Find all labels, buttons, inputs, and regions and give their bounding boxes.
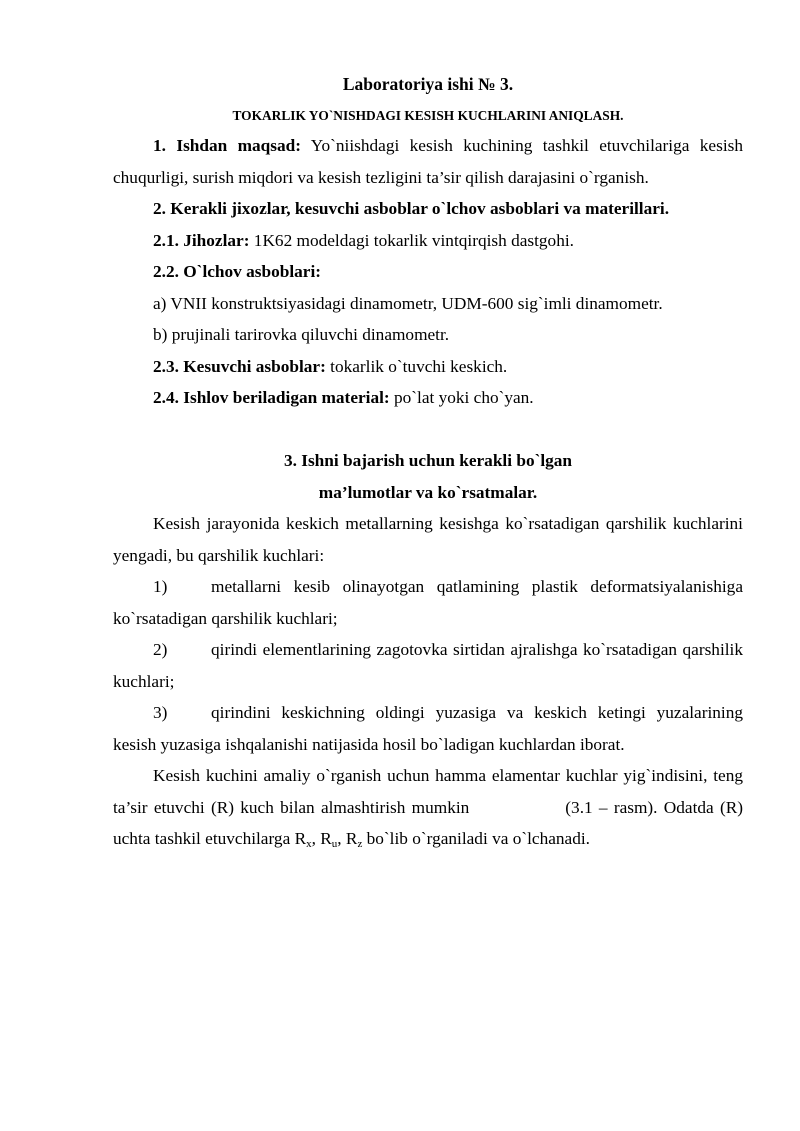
- final-part1: Kesish kuchini amaliy o`rganish uchun hamma elamentar kuchlar yig`indisini, teng ta’sir etuvchi (R) kuch bilan almashtirish mumkin: [113, 766, 743, 817]
- force-item-1: [113, 571, 743, 634]
- equipment-text: 1K62 modeldagi tokarlik vintqirqish dastgohi.: [249, 230, 574, 250]
- force-text-3: qirindini keskichning oldingi yuzasiga va keskich ketingi yuzalarining kesish yuzasiga ishqalanishi natijasida hosil bo`ladigan kuchlardan iborat.: [113, 703, 743, 754]
- equipment-line: [113, 225, 743, 257]
- ru-symbol: $R_u$: [320, 829, 338, 850]
- final-part3: bo`lib o`rganiladi va o`lchanadi.: [362, 829, 590, 848]
- tools-heading: 2. Kerakli jixozlar, kesuvchi asboblar o`lchov asboblari va materillari.: [153, 199, 670, 218]
- spacer: [113, 414, 743, 446]
- goal-label: 1. Ishdan maqsad:: [153, 136, 302, 155]
- measuring-item-b: b) prujinali tarirovka qiluvchi dinamometr.: [153, 325, 450, 344]
- section3-heading-line2: ma’lumotlar va ko`rsatmalar.: [318, 482, 538, 502]
- goal-paragraph: [113, 130, 743, 193]
- material-label: 2.4. Ishlov beriladigan material:: [153, 388, 390, 407]
- cutting-tools-label: 2.3. Kesuvchi asboblar:: [153, 356, 326, 376]
- force-item-2: [113, 634, 743, 697]
- material-line: [113, 382, 743, 414]
- intro-paragraph: Kesish jarayonida keskich metallarning kesishga ko`rsatadigan qarshilik kuchlarini yengadi, bu qarshilik kuchlari:: [113, 514, 743, 565]
- force-text-2: qirindi elementlarining zagotovka sirtidan ajralishga ko`rsatadigan qarshilik kuchlari;: [113, 640, 743, 691]
- final-part2: Odatda (R) uchta tashkil etuvchilarga: [113, 797, 743, 848]
- cutting-tools-line: [113, 351, 743, 383]
- page-title: Laboratoriya ishi № 3.: [342, 74, 514, 94]
- force-item-3: [113, 697, 743, 760]
- force-number-1: 1): [153, 577, 168, 596]
- measuring-heading: 2.2. O`lchov asboblari:: [153, 262, 322, 281]
- goal-text: Yo`niishdagi kesish kuchining tashkil etuvchilariga kesish chuqurligi, surish miqdori va kesish tezligini ta’sir qilish darajasini o`rganish.: [113, 136, 743, 187]
- rx-symbol: $R_x$: [294, 829, 312, 850]
- force-number-2: 2): [153, 640, 168, 659]
- measuring-item-a: a) VNII konstruktsiyasidagi dinamometr, UDM-600 sig`imli dinamometr.: [153, 293, 663, 313]
- equipment-label: 2.1. Jihozlar:: [153, 230, 250, 250]
- page-subtitle: TOKARLIK YO`NISHDAGI KESISH KUCHLARINI ANIQLASH.: [232, 108, 624, 123]
- force-number-3: 3): [153, 703, 168, 722]
- cutting-tools-text: tokarlik o`tuvchi keskich.: [325, 356, 508, 376]
- material-text: po`lat yoki cho`yan.: [389, 388, 534, 407]
- final-paragraph: Kesish kuchini amaliy o`rganish uchun hamma elamentar kuchlar yig`indisini, teng ta’sir etuvchi (R) kuch bilan almashtirish mumkin (3.1 – rasm). Odatda (R) uchta tashkil etuvchilarga $R_x$, $R_u$, $R_z$ bo`lib o`rganiladi va o`lchanadi.: [113, 766, 743, 850]
- force-text-1: metallarni kesib olinayotgan qatlamining plastik deformatsiyalanishiga ko`rsatadigan qarshilik kuchlari;: [113, 577, 743, 628]
- figure-reference: (3.1 – rasm).: [565, 797, 658, 817]
- document-body: [113, 130, 743, 861]
- section3-heading-line1: 3. Ishni bajarish uchun kerakli bo`lgan: [283, 451, 573, 470]
- rz-symbol: $R_z$: [345, 829, 363, 850]
